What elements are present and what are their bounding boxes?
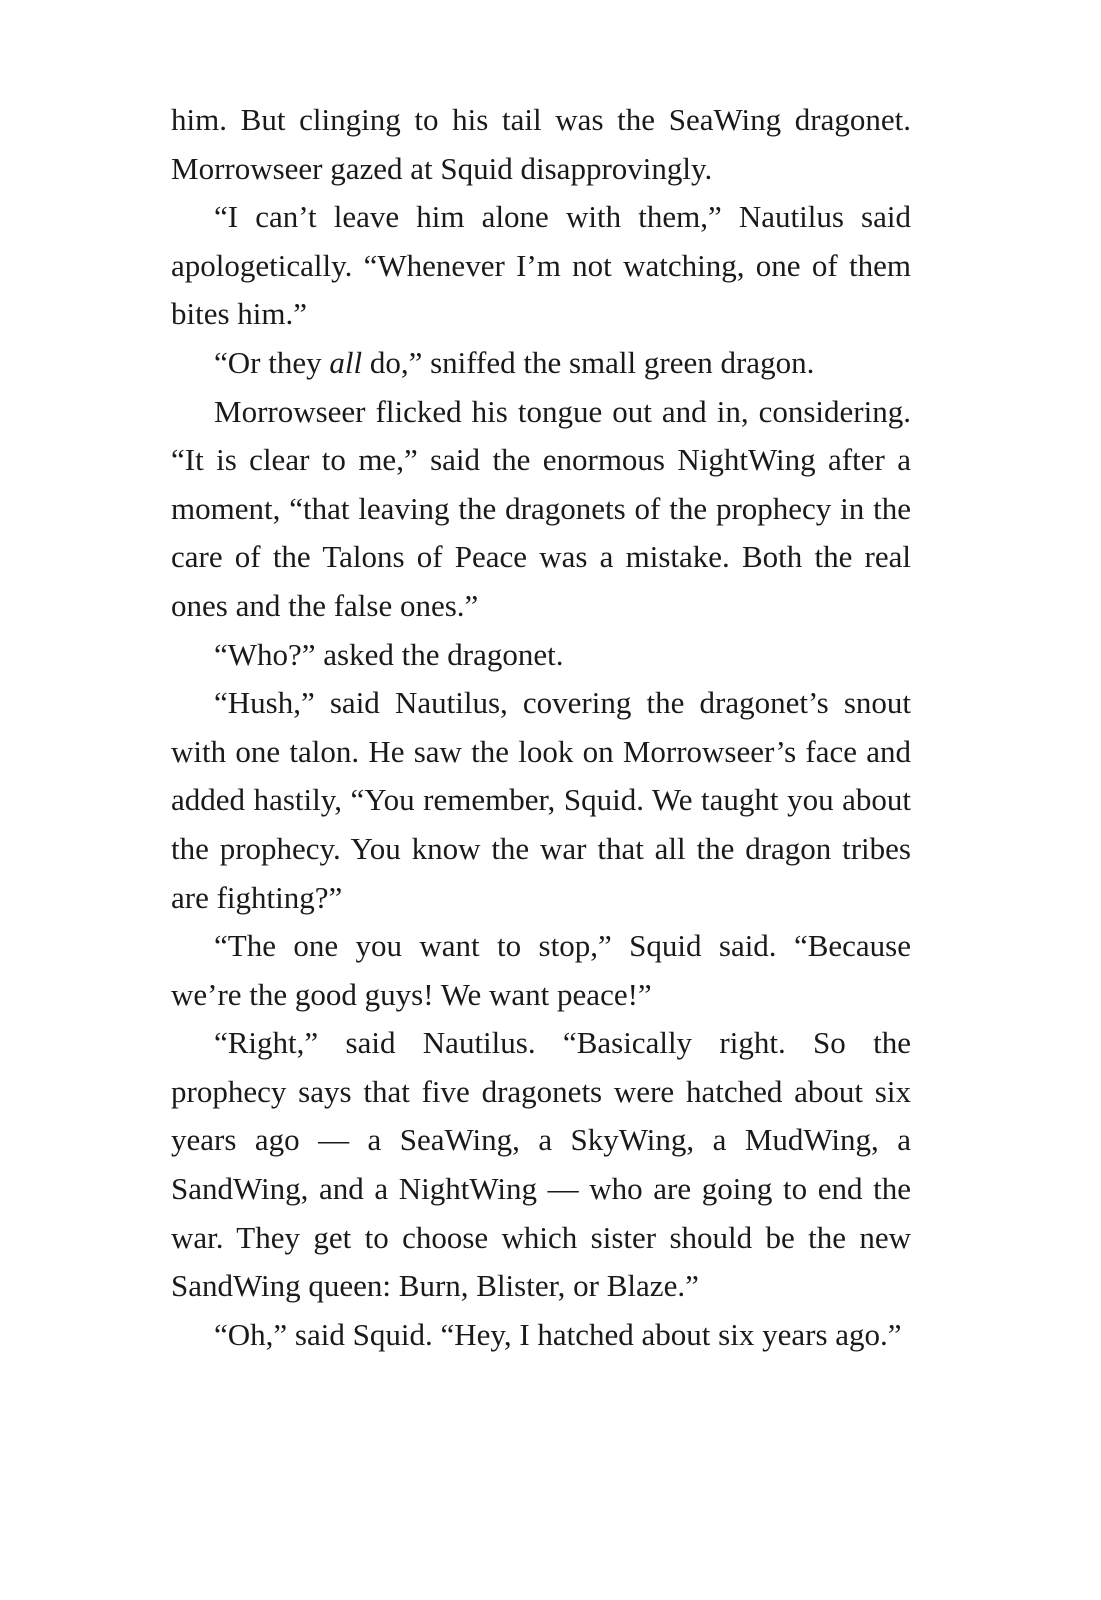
emphasized-word: all xyxy=(329,344,363,380)
paragraph: “Right,” said Nautilus. “Basically right. So the prophecy says that five dragonets were hatched about six years ago — a SeaWing, a SkyWing, a MudWing, a SandWing, and a NightWing — who are going to end the war. They get to choose which sister should be the new SandWing queen: Burn, Blister, or Blaze.” xyxy=(171,1025,911,1304)
paragraph: “I can’t leave him alone with them,” Nautilus said apologetically. “Whenever I’m not watching, one of them bites him.” xyxy=(171,199,911,332)
paragraph: him. But clinging to his tail was the SeaWing dragonet. Morrowseer gazed at Squid disapprovingly. xyxy=(171,102,911,186)
paragraph: “The one you want to stop,” Squid said. “Because we’re the good guys! We want peace!” xyxy=(171,928,911,1012)
paragraph-text: do,” sniffed the small green dragon. xyxy=(362,344,815,380)
paragraph: “Oh,” said Squid. “Hey, I hatched about six years ago.” xyxy=(214,1316,902,1352)
paragraph-text: “Or they xyxy=(214,344,330,380)
paragraph: Morrowseer flicked his tongue out and in, considering. “It is clear to me,” said the enormous NightWing after a moment, “that leaving the dragonets of the prophecy in the care of the Talons of Peace was a mistake. Both the real ones and the false ones.” xyxy=(171,393,911,623)
book-page-text xyxy=(171,96,911,1359)
paragraph xyxy=(171,339,911,388)
paragraph: “Hush,” said Nautilus, covering the dragonet’s snout with one talon. He saw the look on Morrowseer’s face and added hastily, “You remember, Squid. We taught you about the prophecy. You know the war that all the dragon tribes are fighting?” xyxy=(171,685,911,915)
paragraph: “Who?” asked the dragonet. xyxy=(214,636,564,672)
